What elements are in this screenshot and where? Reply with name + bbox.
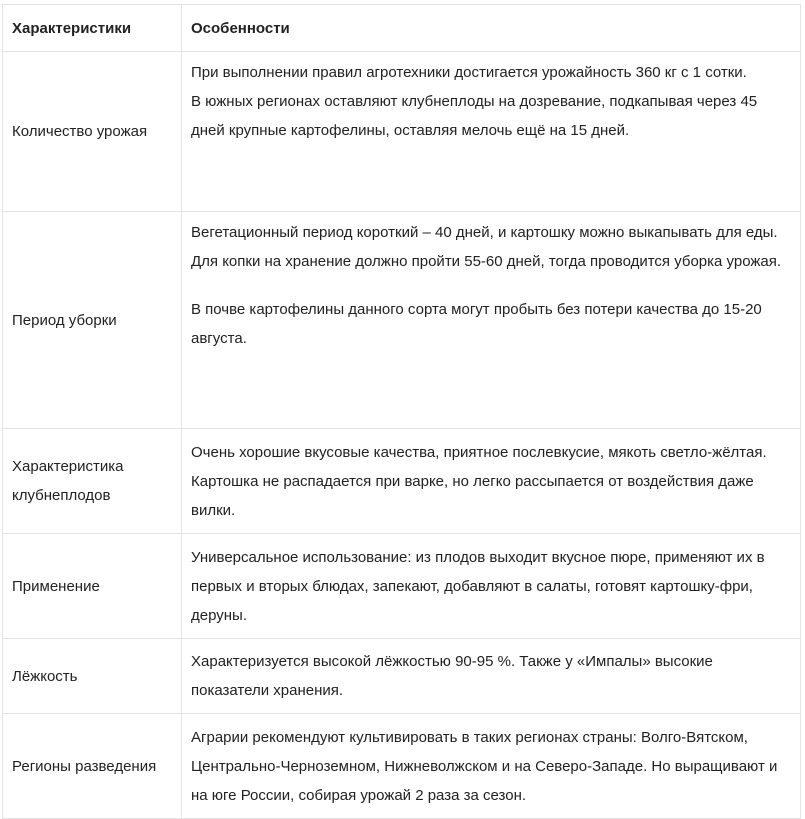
row-features	[182, 212, 801, 429]
table-row	[3, 52, 801, 212]
header-features: Особенности	[182, 5, 801, 52]
feature-paragraph: Характеризуется высокой лёжкостью 90-95 %. Также у «Импалы» высокие показатели хранения.	[191, 653, 713, 699]
feature-paragraph: Вегетационный период короткий – 40 дней, и картошку можно выкапывать для еды. Для копки на хранение должно пройти 55-60 дней, тогда проводится уборка урожая.	[191, 224, 782, 270]
row-label: Характеристика клубнеплодов	[3, 429, 182, 534]
table-row	[3, 429, 801, 534]
row-features	[182, 534, 801, 639]
table-header-row	[3, 5, 801, 52]
row-label: Регионы разведения	[3, 714, 182, 819]
row-features	[182, 714, 801, 819]
feature-paragraph: В южных регионах оставляют клубнеплоды на дозревание, подкапывая через 45 дней крупные картофелины, оставляя мелочь ещё на 15 дней.	[191, 93, 758, 139]
feature-paragraph: В почве картофелины данного сорта могут пробыть без потери качества до 15-20 августа.	[191, 301, 762, 347]
table-row	[3, 639, 801, 714]
feature-paragraph: Очень хорошие вкусовые качества, приятное послевкусие, мякоть светло-жёлтая. Картошка не распадается при варке, но легко рассыпается от воздействия даже вилки.	[191, 443, 767, 519]
row-label: Лёжкость	[3, 639, 182, 714]
feature-paragraph: При выполнении правил агротехники достигается урожайность 360 кг с 1 сотки.	[191, 64, 747, 81]
table-row	[3, 714, 801, 819]
row-features	[182, 429, 801, 534]
row-features	[182, 52, 801, 212]
feature-paragraph: Универсальное использование: из плодов выходит вкусное пюре, применяют их в первых и вторых блюдах, запекают, добавляют в салаты, готовят картошку-фри, деруны.	[191, 548, 765, 624]
table-row	[3, 212, 801, 429]
row-features	[182, 639, 801, 714]
table-row	[3, 534, 801, 639]
row-label: Количество урожая	[3, 52, 182, 212]
row-label: Применение	[3, 534, 182, 639]
header-characteristics: Характеристики	[3, 5, 182, 52]
characteristics-table	[2, 4, 801, 819]
row-label: Период уборки	[3, 212, 182, 429]
feature-paragraph: Аграрии рекомендуют культивировать в таких регионах страны: Волго-Вятском, Центрально-Черноземном, Нижневолжском и на Северо-Западе. Но выращивают и на юге России, собирая урожай 2 раза за сезон.	[191, 728, 778, 804]
